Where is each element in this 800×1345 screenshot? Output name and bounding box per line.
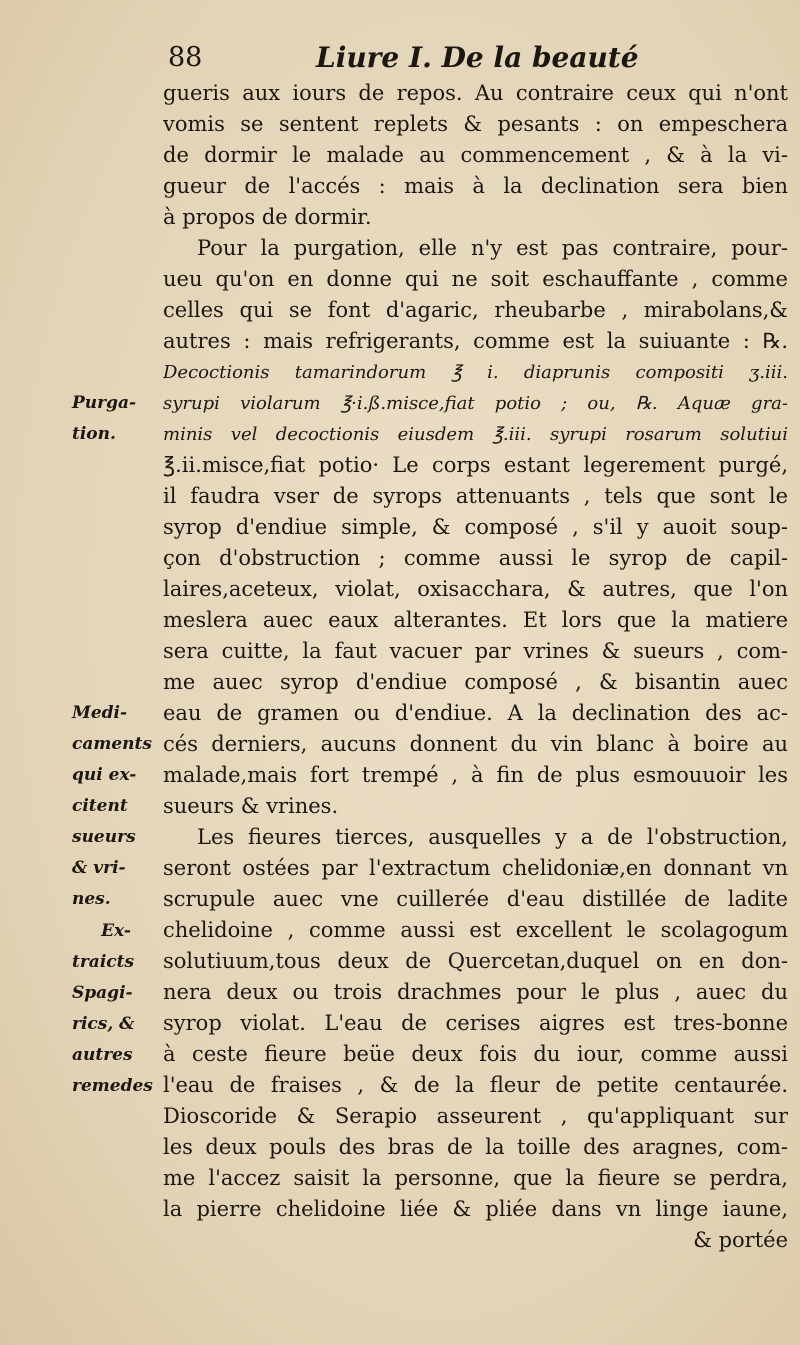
margin-line: caments: [72, 734, 152, 754]
margin-line: traicts: [72, 952, 135, 972]
page-number: 88: [168, 42, 203, 73]
text-line: la pierre chelidoine liée & pliée dans vn linge iaune,: [163, 1197, 788, 1221]
margin-note-medicaments: [72, 698, 160, 915]
margin-note-extraicts: [72, 916, 160, 1102]
text-line: sueurs & vrines.: [163, 794, 339, 818]
text-line: les deux pouls des bras de la toille des aragnes, com-: [163, 1135, 788, 1159]
text-line: seront ostées par l'extractum chelidoniæ,en donnant vn: [163, 856, 788, 880]
text-line: Decoctionis tamarindorum ℥ i. diaprunis compositi ʒ.iii.: [163, 362, 788, 383]
margin-line: autres: [72, 1045, 133, 1065]
body-text: [163, 78, 788, 1256]
margin-line: Purga-: [72, 393, 137, 413]
margin-line: remedes: [72, 1076, 153, 1096]
text-line: cés derniers, aucuns donnent du vin blanc à boire au: [163, 732, 788, 756]
margin-line: qui ex-: [72, 765, 137, 785]
text-line: çon d'obstruction ; comme aussi le syrop de capil-: [163, 546, 788, 570]
page-header: [168, 36, 728, 80]
text-line: meslera auec eaux alterantes. Et lors que la matiere: [163, 608, 788, 632]
text-line: Dioscoride & Serapio asseurent , qu'appliquant sur: [163, 1104, 788, 1128]
text-line: Pour la purgation, elle n'y est pas contraire, pour-: [197, 236, 788, 260]
margin-line: sueurs: [72, 827, 136, 847]
margin-line: Spagi-: [72, 983, 133, 1003]
margin-note-purgation: [72, 388, 160, 450]
margin-line: citent: [72, 796, 128, 816]
text-line: ℥.ii.misce,fiat potio· Le corps estant legerement purgé,: [163, 453, 788, 477]
text-line: sera cuitte, la faut vacuer par vrines & sueurs , com-: [163, 639, 788, 663]
text-line: minis vel decoctionis eiusdem ℥.iii. syrupi rosarum solutiui: [163, 424, 788, 445]
text-line: scrupule auec vne cuillerée d'eau distillée de ladite: [163, 887, 788, 911]
text-line: vomis se sentent replets & pesants : on empeschera: [163, 112, 788, 136]
text-line: ueu qu'on en donne qui ne soit eschauffante , comme: [163, 267, 788, 291]
text-line: eau de gramen ou d'endiue. A la declination des ac-: [163, 701, 788, 725]
text-line: gueur de l'accés : mais à la declination sera bien: [163, 174, 788, 198]
text-line: autres : mais refrigerants, comme est la suiuante : ℞.: [163, 329, 788, 353]
text-line: syrupi violarum ℥·i.ß.misce,fiat potio ; ou, ℞. Aquæ gra-: [163, 393, 788, 414]
text-line: gueris aux iours de repos. Au contraire ceux qui n'ont: [163, 81, 788, 105]
text-line: à ceste fieure beüe deux fois du iour, comme aussi: [163, 1042, 788, 1066]
margin-line: Ex-: [101, 921, 131, 941]
text-line: Les fieures tierces, ausquelles y a de l'obstruction,: [197, 825, 788, 849]
text-line: malade,mais fort trempé , à fin de plus esmouuoir les: [163, 763, 788, 787]
text-line: il faudra vser de syrops attenuants , tels que sont le: [163, 484, 788, 508]
text-line: me auec syrop d'endiue composé , & bisantin auec: [163, 670, 788, 694]
text-line: syrop d'endiue simple, & composé , s'il y auoit soup-: [163, 515, 788, 539]
margin-line: nes.: [72, 889, 111, 909]
text-line: nera deux ou trois drachmes pour le plus , auec du: [163, 980, 788, 1004]
text-line: syrop violat. L'eau de cerises aigres est tres-bonne: [163, 1011, 788, 1035]
margin-line: rics, &: [72, 1014, 135, 1034]
text-line: à propos de dormir.: [163, 205, 372, 229]
margin-line: & vri-: [72, 858, 126, 878]
text-line: de dormir le malade au commencement , & à la vi-: [163, 143, 788, 167]
text-line: celles qui se font d'agaric, rheubarbe , mirabolans,&: [163, 298, 788, 322]
text-line: solutiuum,tous deux de Quercetan,duquel on en don-: [163, 949, 788, 973]
margin-line: tion.: [72, 424, 116, 444]
text-line: laires,aceteux, violat, oxisacchara, & autres, que l'on: [163, 577, 788, 601]
text-line: l'eau de fraises , & de la fleur de petite centaurée.: [163, 1073, 788, 1097]
catchword: & portée: [693, 1228, 788, 1252]
text-line: chelidoine , comme aussi est excellent le scolagogum: [163, 918, 788, 942]
text-line: me l'accez saisit la personne, que la fieure se perdra,: [163, 1166, 788, 1190]
running-title: Liure I. De la beauté: [316, 41, 639, 74]
margin-line: Medi-: [72, 703, 128, 723]
